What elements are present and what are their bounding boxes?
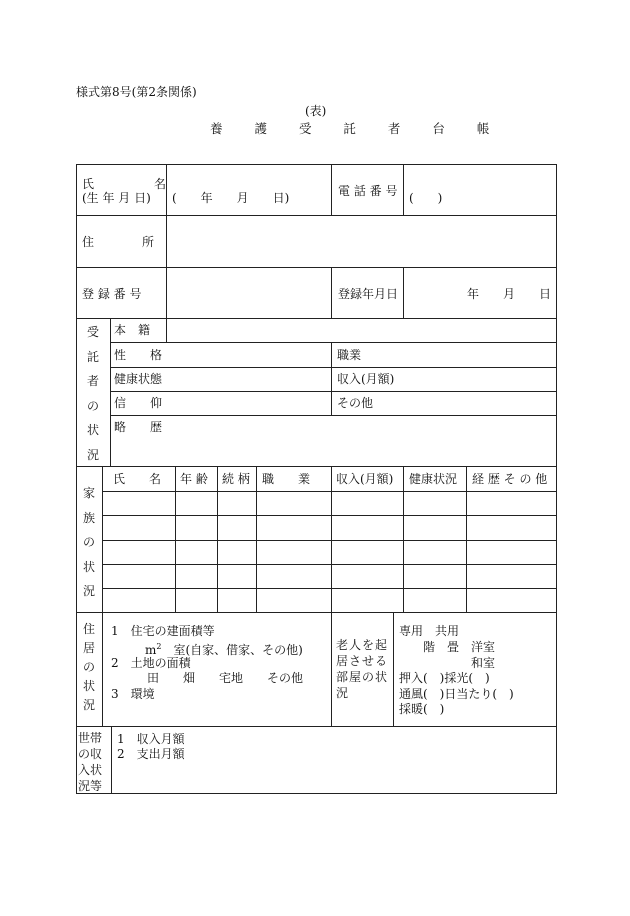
housing-line-5: 3 環境 [111, 687, 155, 701]
registration-number-label: 登 録 番 号 [82, 287, 142, 301]
health-label: 健康状態 [114, 372, 163, 386]
row-divider [102, 491, 557, 492]
form-number: 様式第8号(第2条関係) [76, 85, 197, 99]
row-divider [76, 318, 557, 319]
row-divider [102, 515, 557, 516]
col-divider [102, 612, 103, 726]
col-divider [331, 466, 332, 612]
row-divider [76, 215, 557, 216]
household-income-label: 世帯の収入状況等 [78, 731, 103, 793]
room-line-2: 階 畳 洋室 [423, 640, 496, 654]
col-divider [403, 164, 404, 216]
col-divider [466, 466, 467, 612]
col-divider [110, 318, 111, 466]
room-line-1: 専用 共用 [399, 624, 460, 638]
income-monthly: 1 収入月額 [117, 732, 185, 746]
row-divider [102, 588, 557, 589]
col-divider [393, 612, 394, 726]
birth-label: (生 年 月 日) [82, 191, 151, 205]
faith-label: 信 仰 [114, 396, 163, 410]
registration-date-label: 登録年月日 [338, 287, 399, 301]
row-divider [102, 564, 557, 565]
other-label: その他 [337, 396, 374, 410]
registration-date-field: 年 月 日 [467, 287, 552, 301]
family-col-relation: 続 柄 [222, 472, 250, 486]
row-divider [110, 391, 557, 392]
col-divider [403, 466, 404, 612]
col-divider [102, 466, 103, 612]
name-label: 氏 名 [82, 177, 167, 191]
page-title: 養 護 受 託 者 台 帳 [210, 121, 504, 136]
row-divider [110, 415, 557, 416]
family-col-history: 経 歴 そ の 他 [472, 472, 548, 486]
history-label: 略 歴 [114, 420, 163, 434]
room-line-3: 和室 [471, 656, 496, 670]
address-label: 住 所 [82, 235, 155, 249]
row-divider [110, 367, 557, 368]
col-divider [331, 342, 332, 415]
elder-room-label: 老人を起居させる部屋の状況 [336, 638, 389, 700]
family-col-age: 年 齢 [180, 472, 208, 486]
occupation-label: 職業 [337, 348, 362, 362]
phone-label: 電 話 番 号 [338, 184, 398, 198]
col-divider [331, 164, 332, 216]
row-divider [76, 466, 557, 467]
room-line-5: 通風( )日当たり( ) [399, 687, 514, 701]
row-divider [102, 540, 557, 541]
row-divider [76, 726, 557, 727]
family-status-label: 家 族 の 状 況 [82, 486, 95, 598]
col-divider [331, 612, 332, 726]
col-divider [331, 267, 332, 319]
col-divider [175, 466, 176, 612]
side-label: (表) [305, 104, 327, 118]
family-col-occupation: 職 業 [262, 472, 311, 486]
family-col-income: 収入(月額) [336, 472, 394, 486]
income-label: 収入(月額) [337, 372, 395, 386]
col-divider [256, 466, 257, 612]
expense-monthly: 2 支出月額 [117, 747, 185, 761]
col-divider [111, 726, 112, 794]
room-line-4: 押入( )採光( ) [399, 671, 490, 685]
row-divider [76, 267, 557, 268]
col-divider [166, 318, 167, 342]
housing-line-4: 田 畑 宅地 その他 [147, 671, 304, 685]
housing-line-3: 2 土地の面積 [111, 656, 191, 670]
col-divider [403, 267, 404, 319]
col-divider [166, 164, 167, 318]
family-col-health: 健康状況 [409, 472, 458, 486]
housing-status-label: 住 居 の 状 況 [82, 622, 95, 712]
room-line-6: 採暖( ) [399, 702, 445, 716]
birth-date-field: ( 年 月 日) [172, 191, 290, 205]
col-divider [217, 466, 218, 612]
housing-line-1: 1 住宅の建面積等 [111, 624, 215, 638]
honseki-label: 本 籍 [114, 323, 151, 337]
personality-label: 性 格 [114, 348, 163, 362]
trustee-status-label: 受 託 者 の 状 況 [86, 325, 99, 462]
phone-field: ( ) [409, 191, 443, 205]
row-divider [110, 342, 557, 343]
family-col-name: 氏 名 [113, 472, 162, 486]
row-divider [76, 612, 557, 613]
housing-line-2: $m^2$ 室(自家、借家、その他) [145, 642, 303, 657]
